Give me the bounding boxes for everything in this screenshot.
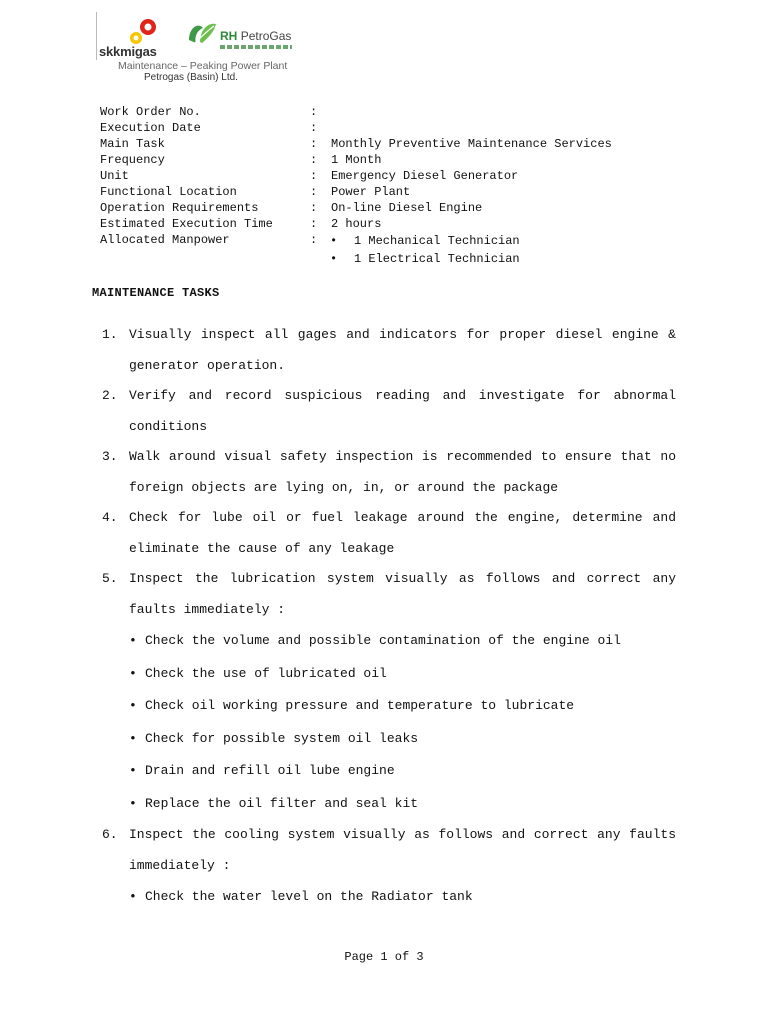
rh-petrogas-wordmark <box>220 29 291 43</box>
bullet-icon: • <box>129 889 137 904</box>
sub-task-item <box>129 881 676 914</box>
info-label: Operation Requirements <box>100 201 259 215</box>
task-number: 2. <box>102 388 118 403</box>
skkmigas-logo <box>96 16 184 64</box>
sub-task-text: Replace the oil filter and seal kit <box>145 795 419 811</box>
info-value: Monthly Preventive Maintenance Services <box>331 137 612 151</box>
info-colon: : <box>310 185 318 199</box>
info-value: On-line Diesel Engine <box>331 201 483 215</box>
document-header <box>96 12 312 84</box>
bullet-icon: • <box>129 795 137 811</box>
bullet-icon: • <box>129 665 137 681</box>
task-item <box>100 320 676 381</box>
info-label: Estimated Execution Time <box>100 217 273 231</box>
info-value: Power Plant <box>331 185 411 199</box>
task-text: Inspect the lubrication system visually as follows and correct any faults immediately : <box>129 571 676 617</box>
task-item <box>100 820 676 881</box>
rh-chinese-tagline <box>220 45 292 49</box>
header-subtitle: Maintenance – Peaking Power Plant <box>118 60 288 72</box>
bullet-icon: • <box>129 633 137 648</box>
info-colon: : <box>310 201 318 215</box>
page-number: Page 1 of 3 <box>344 950 424 964</box>
task-number: 1. <box>102 327 118 342</box>
task-number: 5. <box>102 571 118 586</box>
sub-task-item <box>129 690 676 723</box>
info-colon: : <box>310 233 318 247</box>
info-value: Emergency Diesel Generator <box>331 169 519 183</box>
rh-petrogas-logo <box>186 14 312 60</box>
maintenance-task-list <box>100 320 676 914</box>
bullet-icon: • <box>129 763 137 778</box>
task-text: Inspect the cooling system visually as follows and correct any faults immediately : <box>129 827 676 873</box>
info-label: Allocated Manpower <box>100 233 230 247</box>
bullet-icon: • <box>330 252 338 266</box>
info-label: Main Task <box>100 137 165 151</box>
info-colon: : <box>310 121 318 135</box>
leaf-icon <box>186 18 220 48</box>
sub-task-item <box>129 658 676 691</box>
rh-wordmark-light: PetroGas <box>240 29 292 43</box>
info-label: Frequency <box>100 153 165 167</box>
rh-wordmark-bold: RH <box>220 29 238 43</box>
task-item <box>100 442 676 503</box>
sub-task-item <box>129 625 676 658</box>
sub-task-text: Check the volume and possible contamination of the engine oil <box>145 633 621 648</box>
info-colon: : <box>310 137 318 151</box>
task-number: 4. <box>102 510 118 525</box>
sub-task-text: Check for possible system oil leaks <box>145 730 419 746</box>
task-number: 6. <box>102 827 118 842</box>
task-item <box>100 503 676 564</box>
header-company: Petrogas (Basin) Ltd. <box>144 72 238 83</box>
task-number: 3. <box>102 449 118 464</box>
sub-task-text: Drain and refill oil lube engine <box>145 763 395 778</box>
info-label: Execution Date <box>100 121 201 135</box>
info-label: Work Order No. <box>100 105 201 119</box>
task-text: Check for lube oil or fuel leakage around the engine, determine and eliminate the cause of any leakage <box>129 510 676 556</box>
task-text: Visually inspect all gages and indicators for proper diesel engine & generator operation. <box>129 327 676 373</box>
sub-task-text: Check the water level on the Radiator tank <box>145 889 473 904</box>
info-value: 2 hours <box>331 217 382 231</box>
info-colon: : <box>310 217 318 231</box>
bullet-icon: • <box>330 234 338 248</box>
sub-task-text: Check the use of lubricated oil <box>145 665 387 681</box>
section-heading: MAINTENANCE TASKS <box>92 286 220 300</box>
manpower-text: 1 Electrical Technician <box>354 252 520 266</box>
manpower-item <box>330 232 520 250</box>
sub-task-item <box>129 788 676 821</box>
sub-task-item <box>129 723 676 756</box>
task-item <box>100 381 676 442</box>
manpower-text: 1 Mechanical Technician <box>354 234 520 248</box>
info-label: Functional Location <box>100 185 237 199</box>
task-item <box>100 564 676 625</box>
info-value: 1 Month <box>331 153 382 167</box>
bullet-icon: • <box>129 698 137 713</box>
info-colon: : <box>310 105 318 119</box>
task-text: Verify and record suspicious reading and investigate for abnormal conditions <box>129 388 676 434</box>
manpower-item <box>330 250 520 268</box>
task-text: Walk around visual safety inspection is recommended to ensure that no foreign objects are lying on, in, or around the package <box>129 449 676 495</box>
info-colon: : <box>310 169 318 183</box>
info-colon: : <box>310 153 318 167</box>
info-label: Unit <box>100 169 129 183</box>
bullet-icon: • <box>129 730 137 746</box>
sub-task-text: Check oil working pressure and temperature to lubricate <box>145 698 575 713</box>
sub-task-item <box>129 755 676 788</box>
skkmigas-wordmark: skkmigas <box>99 44 157 59</box>
